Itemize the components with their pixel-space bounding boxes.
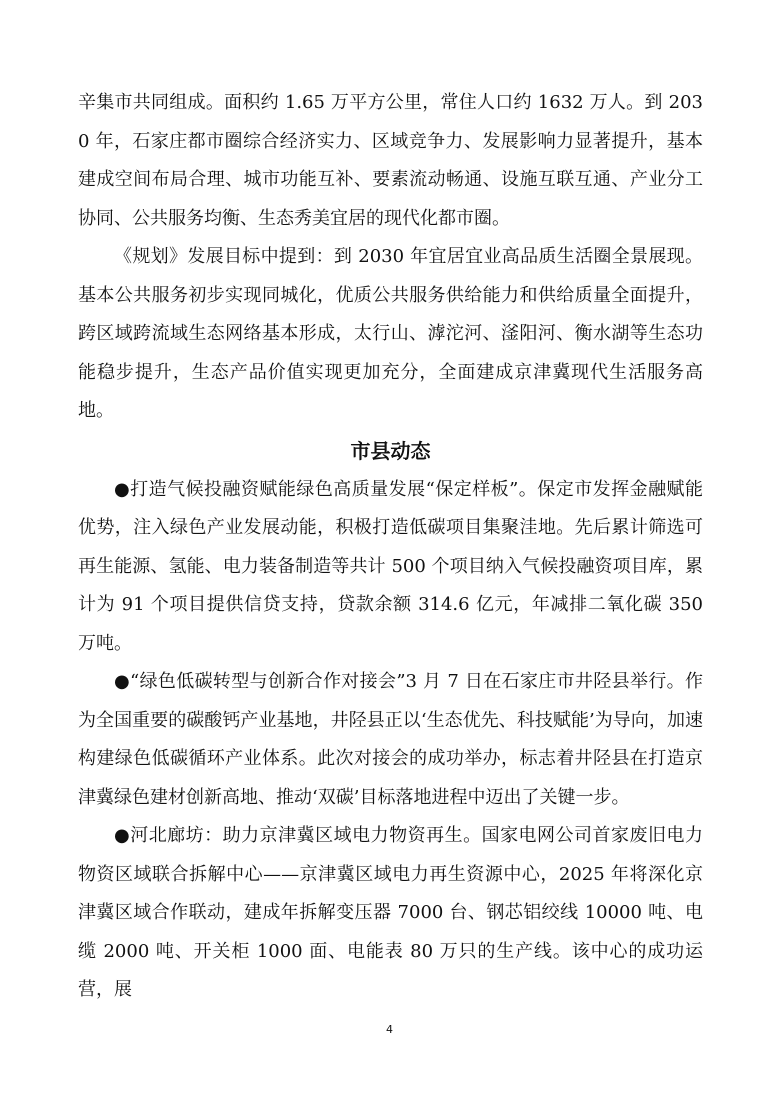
page-content bbox=[78, 84, 703, 1010]
section-title: 市县动态 bbox=[350, 438, 431, 463]
paragraph-continuation: 辛集市共同组成。面积约 1.65 万平方公里，常住人口约 1632 万人。到 2030 年，石家庄都市圈综合经济实力、区域竞争力、发展影响力显著提升，基本建成空间布局合理、城市功能互补、要素流动畅通、设施互联互通、产业分工协同、公共服务均衡、生态秀美宜居的现代化都市圈。 bbox=[78, 92, 703, 229]
news-item-langfang: ●河北廊坊：助力京津冀区域电力物资再生。国家电网公司首家废旧电力物资区域联合拆解中心——京津冀区域电力再生资源中心，2025 年将深化京津冀区域合作联动，建成年拆解变压器 7000 台、钢芯铝绞线 10000 吨、电缆 2000 吨、开关柜 1000 面、电能表 80 万只的生产线。该中心的成功运营，展 bbox=[78, 825, 703, 1000]
paragraph-plan-goals: 《规划》发展目标中提到：到 2030 年宜居宜业高品质生活圈全景展现。基本公共服务初步实现同城化，优质公共服务供给能力和供给质量全面提升，跨区域跨流域生态网络基本形成，太行山、滹沱河、滏阳河、衡水湖等生态功能稳步提升，生态产品价值实现更加充分，全面建成京津冀现代生活服务高地。 bbox=[78, 246, 703, 421]
news-item-jingxing: ●“绿色低碳转型与创新合作对接会”3 月 7 日在石家庄市井陉县举行。作为全国重要的碳酸钙产业基地，井陉县正以‘生态优先、科技赋能’为导向，加速构建绿色低碳循环产业体系。此次对接会的成功举办，标志着井陉县在打造京津冀绿色建材创新高地、推动‘双碳’目标落地进程中迈出了关键一步。 bbox=[78, 671, 703, 808]
news-item-baoding: ●打造气候投融资赋能绿色高质量发展“保定样板”。保定市发挥金融赋能优势，注入绿色产业发展动能，积极打造低碳项目集聚洼地。先后累计筛选可再生能源、氢能、电力装备制造等共计 500 个项目纳入气候投融资项目库，累计为 91 个项目提供信贷支持，贷款余额 314.6 亿元，年减排二氧化碳 350 万吨。 bbox=[78, 478, 703, 654]
page-number: 4 bbox=[386, 1023, 393, 1036]
